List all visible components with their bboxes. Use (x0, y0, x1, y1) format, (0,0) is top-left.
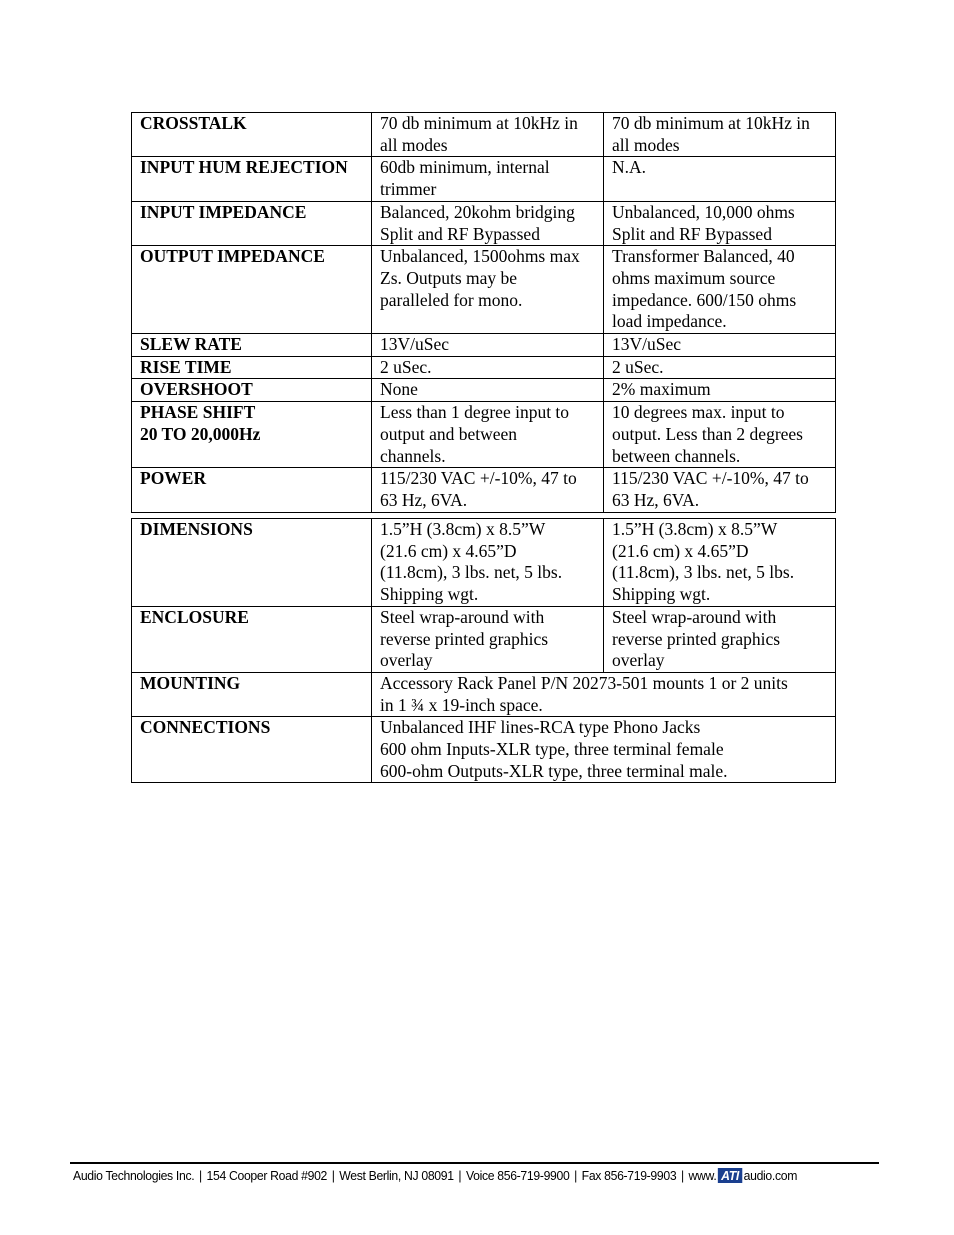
row-value-col3: 10 degrees max. input to output. Less than 2 degrees between channels. (604, 402, 836, 468)
row-label: INPUT IMPEDANCE (132, 201, 372, 245)
row-label: DIMENSIONS (132, 519, 372, 607)
web-suffix: audio.com (743, 1168, 798, 1183)
row-label: CONNECTIONS (132, 717, 372, 783)
footer-separator: | (681, 1168, 684, 1183)
row-value-col2: 115/230 VAC +/-10%, 47 to 63 Hz, 6VA. (372, 468, 604, 512)
row-value-col2: Unbalanced, 1500ohms max Zs. Outputs may be paralleled for mono. (372, 246, 604, 334)
table-row (132, 672, 836, 716)
table-row (132, 356, 836, 379)
table-row (132, 379, 836, 402)
row-value-col2: 13V/uSec (372, 334, 604, 357)
row-label: MOUNTING (132, 672, 372, 716)
row-value-merged: Unbalanced IHF lines-RCA type Phono Jacks 600 ohm Inputs-XLR type, three terminal female 600-ohm Outputs-XLR type, three terminal male. (372, 717, 836, 783)
ati-logo: ATI (717, 1168, 742, 1183)
row-label: OVERSHOOT (132, 379, 372, 402)
table-row (132, 468, 836, 512)
row-value-merged: Accessory Rack Panel P/N 20273-501 mounts 1 or 2 units in 1 ¾ x 19-inch space. (372, 672, 836, 716)
row-label: OUTPUT IMPEDANCE (132, 246, 372, 334)
row-value-col2: 60db minimum, internal trimmer (372, 157, 604, 201)
row-value-col2: 70 db minimum at 10kHz in all modes (372, 113, 604, 157)
row-label: INPUT HUM REJECTION (132, 157, 372, 201)
row-value-col3: 70 db minimum at 10kHz in all modes (604, 113, 836, 157)
row-value-col3: 115/230 VAC +/-10%, 47 to 63 Hz, 6VA. (604, 468, 836, 512)
footer-separator: | (331, 1168, 335, 1183)
row-value-col2: Less than 1 degree input to output and between channels. (372, 402, 604, 468)
row-value-col3: 13V/uSec (604, 334, 836, 357)
footer-contact-line (73, 1168, 834, 1183)
row-value-col3: Steel wrap-around with reverse printed graphics overlay (604, 606, 836, 672)
footer-website[interactable] (689, 1168, 798, 1183)
row-value-col2: 2 uSec. (372, 356, 604, 379)
row-label: PHASE SHIFT 20 TO 20,000Hz (132, 402, 372, 468)
footer-separator: | (574, 1168, 577, 1183)
footer-separator: | (458, 1168, 462, 1183)
row-label: SLEW RATE (132, 334, 372, 357)
table-row (132, 201, 836, 245)
row-value-col2: 1.5”H (3.8cm) x 8.5”W (21.6 cm) x 4.65”D (11.8cm), 3 lbs. net, 5 lbs. Shipping wgt. (372, 519, 604, 607)
row-label: POWER (132, 468, 372, 512)
row-value-col3: Unbalanced, 10,000 ohms Split and RF Bypassed (604, 201, 836, 245)
table-row (132, 246, 836, 334)
physical-specifications-table (131, 518, 836, 783)
row-value-col2: None (372, 379, 604, 402)
row-label: ENCLOSURE (132, 606, 372, 672)
footer-address: 154 Cooper Road #902 (206, 1168, 328, 1183)
table-row (132, 157, 836, 201)
footer-city: West Berlin, NJ 08091 (339, 1168, 454, 1183)
row-label: RISE TIME (132, 356, 372, 379)
table-row (132, 519, 836, 607)
specifications-table-body (132, 113, 836, 513)
web-prefix: www. (688, 1168, 717, 1183)
table-row (132, 113, 836, 157)
table-row (132, 717, 836, 783)
table-row (132, 606, 836, 672)
footer-separator: | (198, 1168, 202, 1183)
row-value-col2: Steel wrap-around with reverse printed graphics overlay (372, 606, 604, 672)
table-row (132, 334, 836, 357)
row-value-col2: Balanced, 20kohm bridging Split and RF Bypassed (372, 201, 604, 245)
footer-rule (70, 1162, 879, 1164)
footer-voice: Voice 856-719-9900 (465, 1168, 570, 1183)
footer-company: Audio Technologies Inc. (73, 1168, 195, 1183)
row-value-col3: N.A. (604, 157, 836, 201)
row-value-col3: Transformer Balanced, 40 ohms maximum source impedance. 600/150 ohms load impedance. (604, 246, 836, 334)
table-row (132, 402, 836, 468)
row-label: CROSSTALK (132, 113, 372, 157)
specifications-table (131, 112, 836, 513)
footer-fax: Fax 856-719-9903 (581, 1168, 677, 1183)
row-value-col3: 2% maximum (604, 379, 836, 402)
row-value-col3: 1.5”H (3.8cm) x 8.5”W (21.6 cm) x 4.65”D (11.8cm), 3 lbs. net, 5 lbs. Shipping wgt. (604, 519, 836, 607)
row-value-col3: 2 uSec. (604, 356, 836, 379)
